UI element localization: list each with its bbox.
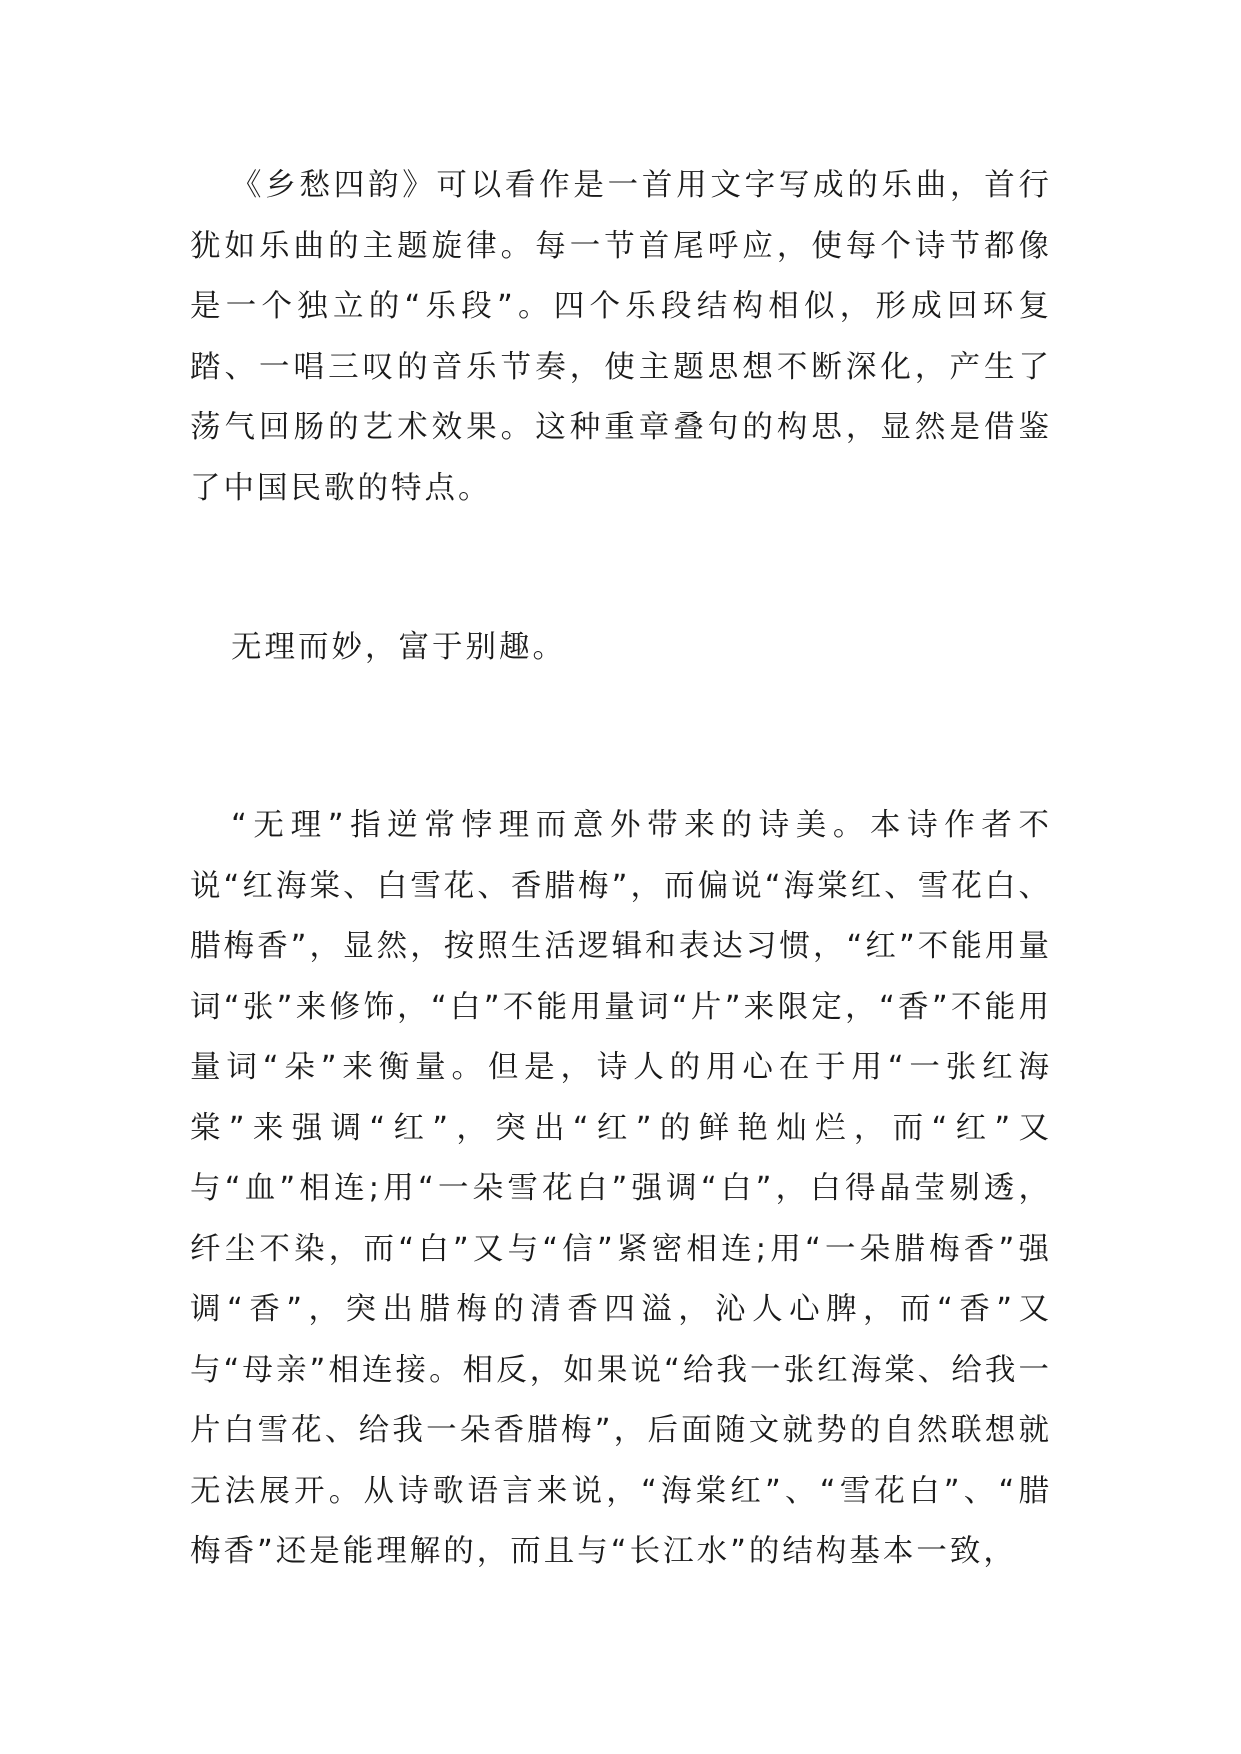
paragraph-heading-wuli: 无理而妙，富于别趣。 xyxy=(231,630,566,665)
paragraph-music-structure: 《乡愁四韵》可以看作是一首用文字写成的乐曲，首行犹如乐曲的主题旋律。每一节首尾呼应，使每个诗节都像是一个独立的“乐段”。四个乐段结构相似，形成回环复踏、一唱三叹的音乐节奏，使主题思想不断深化，产生了荡气回肠的艺术效果。这种重章叠句的构思，显然是借鉴了中国民歌的特点。 xyxy=(190,168,1052,506)
paragraph-wuli-explanation: “无理”指逆常悖理而意外带来的诗美。本诗作者不说“红海棠、白雪花、香腊梅”，而偏说“海棠红、雪花白、腊梅香”，显然，按照生活逻辑和表达习惯，“红”不能用量词“张”来修饰，“白”不能用量词“片”来限定，“香”不能用量词“朵”来衡量。但是，诗人的用心在于用“一张红海棠”来强调“红”，突出“红”的鲜艳灿烂，而“红”又与“血”相连;用“一朵雪花白”强调“白”，白得晶莹剔透，纤尘不染，而“白”又与“信”紧密相连;用“一朵腊梅香”强调“香”，突出腊梅的清香四溢，沁人心脾，而“香”又与“母亲”相连接。相反，如果说“给我一张红海棠、给我一片白雪花、给我一朵香腊梅”，后面随文就势的自然联想就无法展开。从诗歌语言来说，“海棠红”、“雪花白”、“腊梅香”还是能理解的，而且与“长江水”的结构基本一致， xyxy=(190,808,1052,1569)
